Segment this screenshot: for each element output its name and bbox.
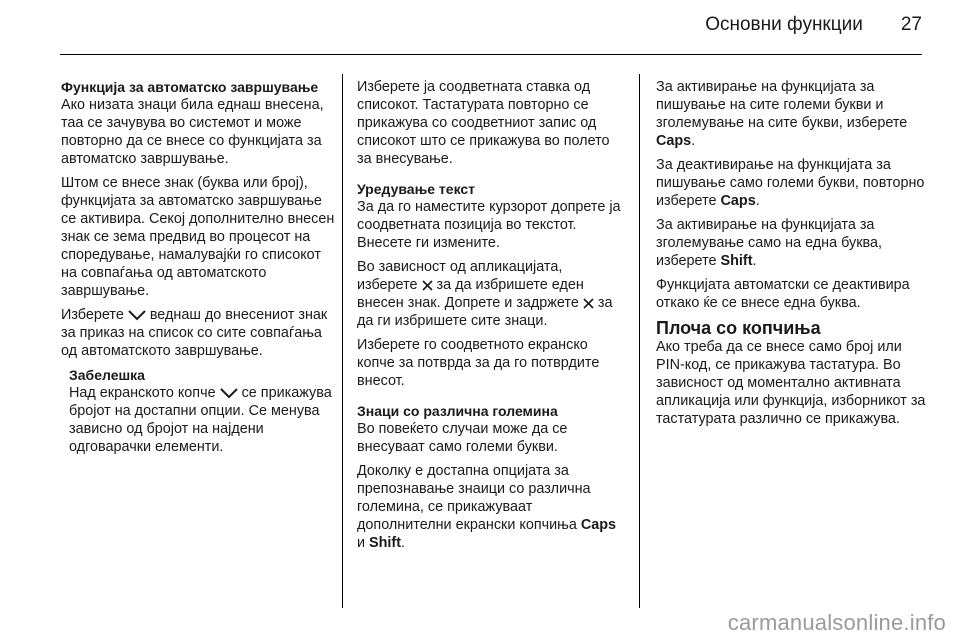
paragraph: Во повеќето случаи може да се внесуваат само големи букви. — [357, 421, 568, 455]
paragraph: Штом се внесе знак (буква или број), функцијата за автоматско завршување се активира. Секој дополнително внесен знак се зема предвид во процесот на споредување, намалувајќи го списокот на совпаѓања од автоматското завршување. — [61, 175, 335, 299]
column-divider-2 — [639, 74, 640, 608]
column-2 — [357, 78, 625, 558]
paragraph: Функцијата автоматски се деактивира откако ќе се внесе една буква. — [656, 277, 910, 311]
paragraph: За деактивирање на функцијата за пишување само големи букви, повторно изберете Caps. — [656, 157, 925, 209]
chevron-down-icon — [220, 387, 238, 399]
page-header — [705, 14, 922, 36]
text: се прикажува бројот на достапни опции. Се менува зависно од бројот на најдени одговарачки елементи. — [69, 385, 332, 455]
edit-heading: Уредување текст — [357, 181, 476, 197]
column-3 — [656, 78, 926, 434]
delete-x-icon — [583, 298, 594, 309]
header-rule — [60, 54, 922, 55]
page-number: 27 — [900, 14, 922, 35]
caps-label: Caps — [656, 133, 692, 149]
note-heading: Забелешка — [69, 367, 145, 383]
text: За активирање на функцијата за пишување на сите големи букви и зголемување на сите букви, изберете — [656, 79, 908, 131]
text: веднаш до внесениот знак за приказ на список со сите совпаѓања од автоматското завршување. — [61, 307, 328, 359]
paragraph — [357, 462, 625, 552]
case-heading: Знаци со различна големина — [357, 403, 558, 419]
paragraph: Изберете го соодветното екранско копче за потврда за да го потврдите внесот. — [357, 337, 600, 389]
delete-x-icon — [422, 280, 433, 291]
autocomplete-heading: Функција за автоматско завршување — [61, 79, 319, 95]
chevron-down-icon — [128, 309, 146, 321]
shift-label: Shift — [720, 253, 753, 269]
text: Доколку е достапна опцијата за препознавање знаици со различна големина, се прикажуваат дополнителни екрански копчиња — [357, 463, 591, 533]
text: . — [401, 535, 406, 551]
paragraph: Ако треба да се внесе само број или PIN-код, се прикажува тастатура. Во зависност од моментално активната апликација или функција, изборникот за тастатурата различно се прикажува. — [656, 339, 926, 427]
text: За деактивирање на функцијата за пишување само големи букви, повторно изберете — [656, 157, 925, 209]
shift-label: Shift — [369, 535, 402, 551]
text: за да избришете еден внесен знак. Допрете и задржете — [357, 277, 584, 311]
paragraph: Ако низата знаци била еднаш внесена, таа се зачувува во системот и може повторно да се внесе со функцијата за автоматско завршување. — [61, 97, 324, 167]
paragraph — [61, 306, 337, 360]
paragraph: За активирање на функцијата за зголемување само на една буква, изберете Shift. — [656, 217, 883, 269]
note-box — [61, 366, 337, 456]
keypad-heading: Плоча со копчиња — [656, 318, 821, 338]
page-title: Основни функции — [705, 14, 863, 35]
text: За активирање на функцијата за зголемување само на една буква, изберете — [656, 217, 883, 269]
caps-label: Caps — [720, 193, 756, 209]
watermark: carmanualsonline.info — [727, 610, 946, 635]
column-divider-1 — [342, 74, 343, 608]
text: Во зависност од апликацијата, изберете — [357, 259, 563, 293]
text: Изберете — [61, 307, 124, 323]
paragraph: За да го наместите курзорот допрете ја соодветната позиција во текстот. Внесете ги измените. — [357, 199, 621, 251]
paragraph — [357, 258, 625, 330]
text: за да ги избришете сите знаци. — [357, 295, 613, 329]
column-1 — [61, 78, 337, 462]
text: и — [357, 535, 366, 551]
paragraph: Изберете ја соодветната ставка од списокот. Тастатурата повторно се прикажува со соодветниот запис од списокот што се прикажува во полето за внесување. — [357, 79, 610, 167]
text: Над екранското копче — [69, 385, 216, 401]
note-text — [69, 384, 337, 456]
caps-label: Caps — [580, 517, 617, 533]
paragraph: За активирање на функцијата за пишување на сите големи букви и зголемување на сите букви, изберете Caps. — [656, 79, 908, 149]
